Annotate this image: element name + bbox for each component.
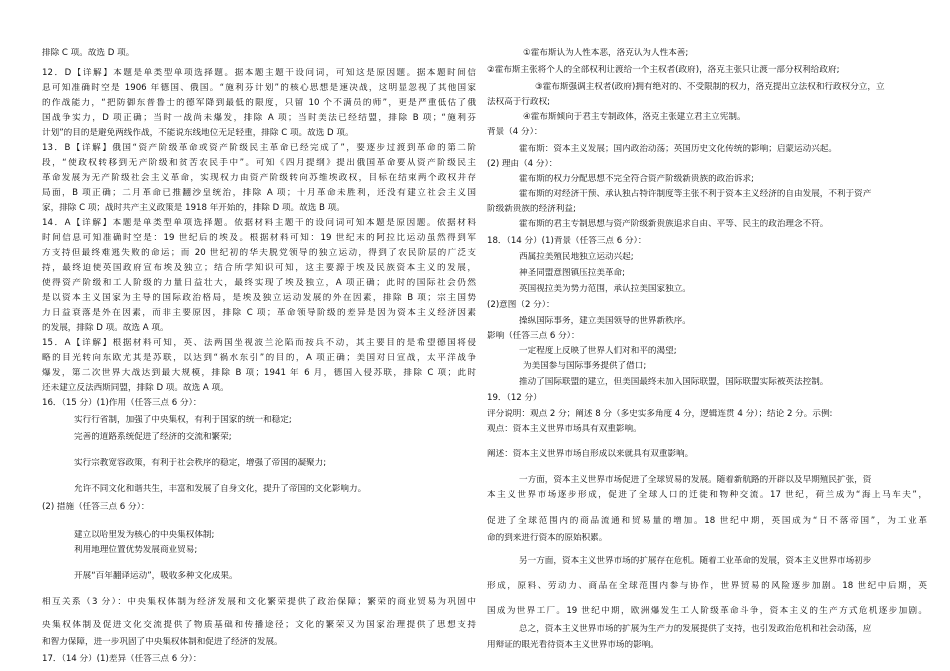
- text-line: 阶级新贵族的经济利益;: [487, 204, 576, 214]
- text-line: 13．B【详解】俄国“资产阶级革命或资产阶级民主革命已经完成了”，要逐步过渡到革命的第二阶: [42, 143, 476, 153]
- text-line: ②霍布斯主张将个人的全部权利让渡给一个主权者(政府)，洛克主张只让渡一部分权利给政府;: [487, 65, 840, 75]
- text-line: 霍布斯的权力分配思想不完全符合资产阶级新贵族的政治诉求;: [519, 174, 754, 184]
- text-line: 影响（任答三点 6 分）：: [487, 331, 580, 341]
- text-line: 命的到来进行资本的原始积累。: [487, 533, 608, 543]
- text-line: 西属拉美殖民地独立运动兴起;: [519, 252, 634, 262]
- text-line: 开展“百年翻译运动”，吸收多种文化成果。: [74, 571, 238, 581]
- text-line: 建立以哈里发为核心的中央集权体制;: [74, 530, 215, 540]
- text-line: 允许不同文化和谐共生，丰富和发展了自身文化，提升了帝国的文化影响力。: [74, 484, 367, 494]
- text-line: 使得资产阶级和工人阶级的力量日益壮大，最终实现了埃及独立，A 项正确；此时的国际社会仍然: [42, 278, 476, 288]
- text-line: 一定程度上反映了世界人们对和平的渴望;: [519, 346, 677, 356]
- text-line: 操纵国际事务，建立美国领导的世界新秩序。: [519, 316, 691, 326]
- text-line: 的发展，排除 D 项。故选 A 项。: [42, 323, 169, 333]
- text-line: 19．（12 分）: [487, 393, 542, 403]
- text-line: ①霍布斯认为人性本恶，洛克认为人性本善;: [523, 48, 689, 58]
- text-line: 息可知准确时空是 1906 年德国、俄国。“施利芬计划”的核心思想是速决战，这明显忽视了其他国家: [42, 83, 476, 93]
- text-line: 总之，资本主义世界市场的扩展为生产力的发展提供了支持，也引发政治危机和社会动荡，应: [519, 624, 872, 634]
- text-line: 国成为世界工厂。19 世纪中期，欧洲爆发生工人阶级革命斗争，资本主义的生产方式危机逐步加剧。: [487, 606, 927, 616]
- text-line: 略的目光转向东欧尤其是苏联，以达到“祸水东引”的目的，A 项正确；美国对日宣战，太平洋战争: [42, 353, 476, 363]
- text-line: 15．A【详解】根据材料可知，英、法两国坐视波兰沦陷而按兵不动，其主要目的是希望德国将侵: [42, 338, 476, 348]
- text-line: (2)意图（2 分）：: [487, 300, 555, 310]
- text-line: 本主义世界市场逐步形成，促进了全球人口的迁徙和物种交流。17 世纪，荷兰成为“海上马车夫”，: [487, 490, 927, 500]
- text-line: 17．（14 分）(1)差异（任答三点 6 分）：: [42, 654, 202, 664]
- text-line: 排除 C 项。故选 D 项。: [42, 48, 135, 58]
- text-line: 观点：资本主义世界市场具有双重影响。: [487, 424, 642, 434]
- text-line: 段，“使政权转移到无产阶级和贫苦农民手中”。可知《四月提纲》提出俄国革命要从资产阶级民主: [42, 158, 476, 168]
- text-line: 利用地理位置优势发展商业贸易;: [74, 545, 198, 555]
- text-line: 霍布斯：资本主义发展；国内政治动荡；英国历史文化传统的影响；启蒙运动兴起。: [519, 144, 837, 154]
- right-column: [487, 0, 927, 671]
- text-line: 家，排除 C 项；战时共产主义政策是 1918 年开始的，排除 D 项。故选 B 项。: [42, 203, 345, 213]
- text-line: 一方面，资本主义世界市场促进了全球贸易的发展。随着新航路的开辟以及早期殖民扩张，资: [519, 475, 872, 485]
- text-line: 时间信息可知准确时空是：19 世纪后的埃及。根据材料可知：19 世纪末的阿拉比运动虽然得到军: [42, 233, 476, 243]
- text-line: ④霍布斯倾向于君主专制政体，洛克主张建立君主立宪制。: [523, 112, 746, 122]
- text-line: 形成，原料、劳动力、商品在全球范围内参与协作，世界贸易的风险逐步加剧。18 世纪中后期，英: [487, 581, 927, 591]
- text-line: 法权高于行政权;: [487, 97, 551, 107]
- text-line: 霍布斯的君主专制思想与资产阶级新贵族追求自由、平等、民主的政治理念不符。: [519, 219, 829, 229]
- text-line: 实行宗教宽容政策，有利于社会秩序的稳定，增强了帝国的凝聚力;: [74, 458, 327, 468]
- text-line: 国战争实力，D 项正确；当时一战尚未爆发，排除 A 项；当时美法已经结盟，排除 B 项；“施利芬: [42, 113, 476, 123]
- text-line: 另一方面，资本主义世界市场的扩展存在危机。随着工业革命的发展，资本主义世界市场初步: [519, 556, 872, 566]
- text-line: (2) 理由（4 分）：: [487, 159, 558, 169]
- text-line: 革命发展为无产阶级社会主义革命，实现权力由资产阶级转向苏维埃政权，目标在结束两个政权并存: [42, 173, 476, 183]
- text-line: ③霍布斯强调主权者(政府)拥有绝对的、不受限制的权力，洛克提出立法权和行政权分立，立: [535, 82, 885, 92]
- text-line: 霍布斯的对经济干预、承认独占特许制度等主张不利于资本主义经济的自由发展，不利于资产: [519, 189, 872, 199]
- text-line: 相互关系（3 分）：中央集权体制为经济发展和文化繁荣提供了政治保障；繁荣的商业贸易为巩固中: [42, 597, 476, 607]
- text-line: 神圣同盟意图镇压拉美革命;: [519, 268, 626, 278]
- text-line: 背景（4 分）：: [487, 127, 543, 137]
- text-line: 16．（15 分）(1)作用（任答三点 6 分）：: [42, 398, 202, 408]
- text-line: 14．A【详解】本题是单类型单项选择题。依据材料主题干的设问词可知本题是原因题。依据材料: [42, 218, 476, 228]
- text-line: 是以资本主义国家为主导的国际政治格局，是埃及独立运动发展的外在因素，排除 B 项；宗主国势: [42, 293, 476, 303]
- text-line: 方支持但最终难逃失败的命运；而 20 世纪初的华夫脱党领导的独立运动，得到了农民阶层的广泛支: [42, 248, 476, 258]
- text-line: 促进了全球范围内的商品流通和贸易量的增加。18 世纪中期，英国成为“日不落帝国”，为工业革: [487, 516, 927, 526]
- text-line: 爆发，第二次世界大战达到最大规模，排除 B 项；1941 年 6 月，德国入侵苏联，排除 C 项；此时: [42, 368, 476, 378]
- text-line: 的作战能力，“把防御东普鲁士的德军降到最低的限度，只留 10 个不满员的师”，更是严重低估了俄: [42, 98, 476, 108]
- text-line: 持，最终迫使英国政府宣布埃及独立；结合所学知识可知，这主要源于埃及民族资本主义的发展，: [42, 263, 476, 273]
- left-column: [42, 0, 476, 671]
- text-line: 和智力保障，进一步巩固了中央集权体制和促进了经济的发展。: [42, 637, 283, 647]
- text-line: 评分说明：观点 2 分；阐述 8 分（多史实多角度 4 分，逻辑连贯 4 分）；结论 2 分。示例:: [487, 409, 833, 419]
- text-line: 英国视拉美为势力范围，承认拉美国家独立。: [519, 284, 691, 294]
- text-line: 为美国参与国际事务提供了借口;: [523, 361, 647, 371]
- text-line: 用辩证的眼光看待资本主义世界市场的影响。: [487, 640, 659, 650]
- text-line: 力日益衰落是外在因素，而非主要原因，排除 C 项；革命领导阶级的差异是因为资本主义经济因素: [42, 308, 476, 318]
- text-line: 推动了国际联盟的建立，但美国最终未加入国际联盟，国际联盟实际被英法控制。: [519, 377, 829, 387]
- text-line: 12．D【详解】本题是单类型单项选择题。据本题主题干设问词，可知这是原因题。据本题时间信: [42, 68, 476, 78]
- text-line: (2) 措施（任答三点 6 分）：: [42, 502, 150, 512]
- text-line: 计划”的目的是避免两线作战，不能说东线地位无足轻重，排除 C 项。故选 D 项。: [42, 128, 354, 138]
- text-line: 阐述：资本主义世界市场自形成以来就具有双重影响。: [487, 449, 694, 459]
- text-line: 局面，B 项正确；二月革命已推翻沙皇统治，排除 A 项；十月革命未胜利，还没有建立社会主义国: [42, 188, 476, 198]
- text-line: 完善的道路系统促进了经济的交流和繁荣;: [74, 432, 232, 442]
- text-line: 还未建立反法西斯同盟，排除 D 项。故选 A 项。: [42, 383, 229, 393]
- text-line: 18．（14 分）(1)背景（任答三点 6 分）：: [487, 236, 647, 246]
- text-line: 央集权体制及促进文化交流提供了物质基础和传播途径；文化的繁荣又为国家治理提供了思想支持: [42, 620, 476, 630]
- text-line: 实行行省制，加强了中央集权，有利于国家的统一和稳定;: [74, 415, 292, 425]
